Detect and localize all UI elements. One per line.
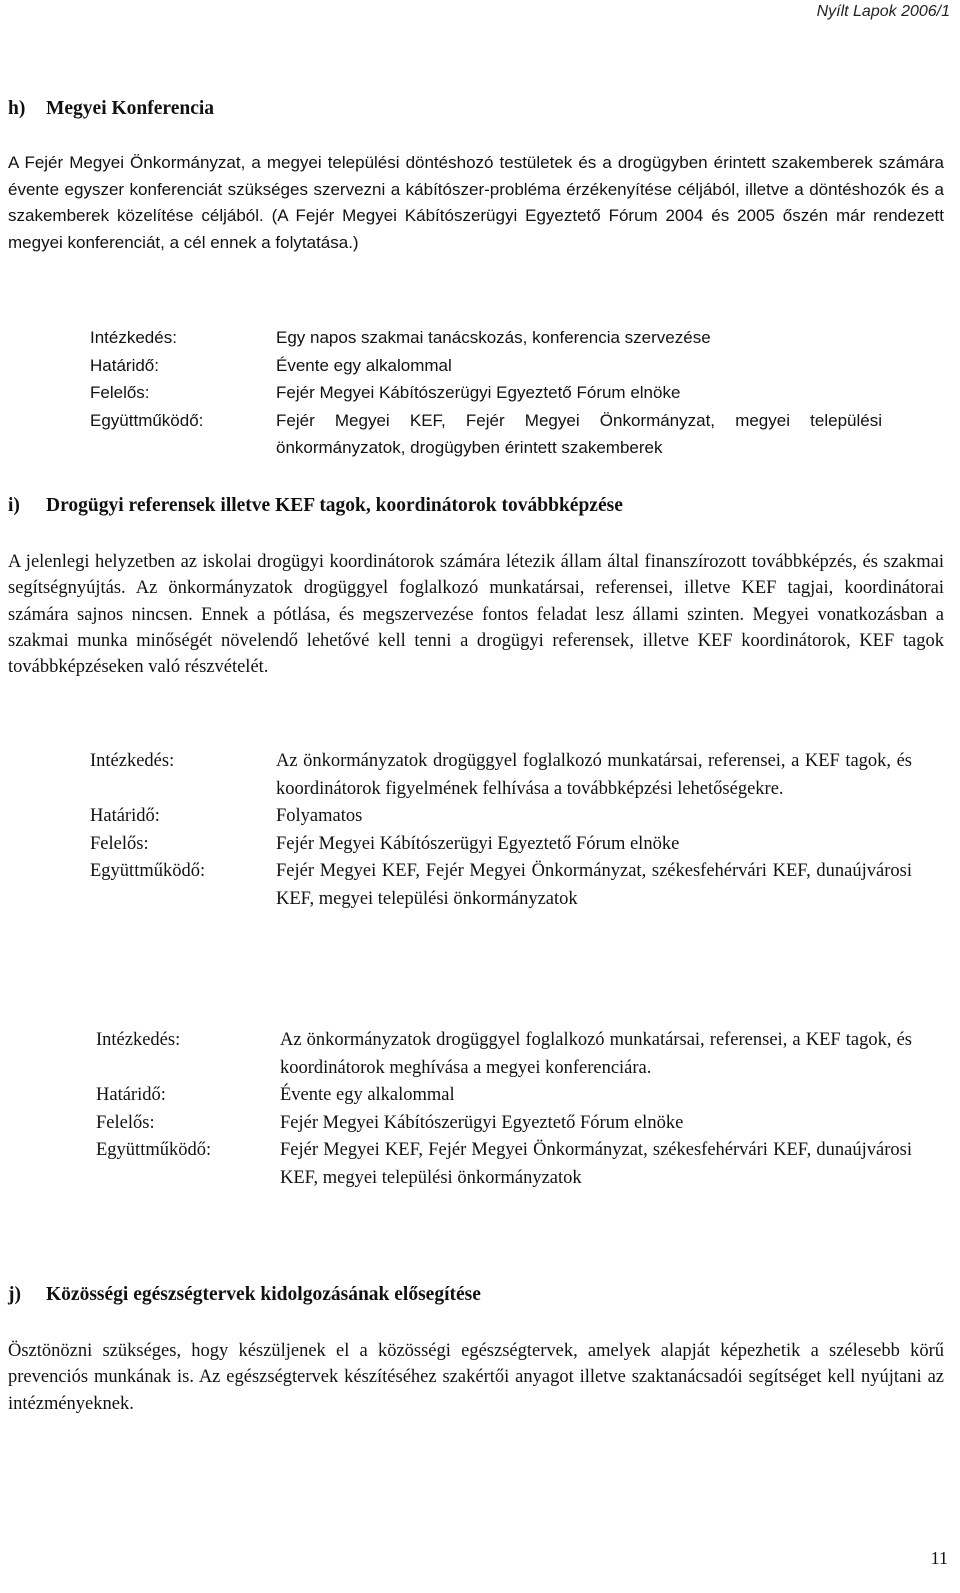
measure-value: Évente egy alkalommal: [276, 355, 452, 375]
measure-value: Évente egy alkalommal: [280, 1085, 455, 1105]
section-j-label: j): [8, 1284, 21, 1305]
section-h-title: Megyei Konferencia: [46, 98, 215, 119]
measure-label: Intézkedés:: [90, 751, 175, 771]
section-h-paragraph: A Fejér Megyei Önkormányzat, a megyei települési döntéshozó testületek és a drogügyben érintett szakemberek számára évente egyszer konferenciát szükséges szervezni a kábítószer-probléma érzékenyítése céljából, illetve a döntéshozók és a szakemberek közelítése céljából. (A Fejér Megyei Kábítószerügyi Egyeztető Fórum 2004 és 2005 őszén már rendezett megyei konferenciát, a cél ennek a folytatása.): [8, 153, 944, 252]
section-j-title: Közösségi egészségtervek kidolgozásának elősegítése: [46, 1284, 481, 1305]
measure-label: Együttműködő:: [96, 1140, 212, 1160]
measure-value: Fejér Megyei KEF, Fejér Megyei Önkormányzat, megyei települési önkormányzatok, drogügyben érintett szakemberek: [276, 410, 882, 457]
measure-row: [90, 407, 882, 462]
measure-label: Együttműködő:: [90, 410, 204, 430]
measure-row: [90, 352, 882, 380]
section-j-heading: [8, 1284, 944, 1306]
measure-label: Felelős:: [90, 383, 150, 402]
section-i-measures-a: [90, 748, 912, 913]
measure-label: Határidő:: [90, 806, 160, 826]
measure-label: Együttműködő:: [90, 861, 206, 881]
measure-value: Folyamatos: [276, 806, 363, 826]
section-i-heading: [8, 495, 944, 517]
section-i-paragraph: A jelenlegi helyzetben az iskolai drogügyi koordinátorok számára létezik állam által finanszírozott továbbképzés, és szakmai segítségnyújtás. Az önkormányzatok drogüggyel foglalkozó munkatársai, referensei, illetve KEF tagjai, koordinátorai számára sajnos nincsen. Ennek a pótlása, és megszervezése fontos feladat lesz állami szinten. Megyei vonatkozásban a szakmai munka minőségét növelendő lehetővé kell tenni a drogügyi referensek, illetve KEF koordinátorok, KEF tagok továbbképzéseken való részvételét.: [8, 552, 944, 678]
measure-row: [90, 803, 912, 831]
section-i-label: i): [8, 495, 20, 516]
section-i-title: Drogügyi referensek illetve KEF tagok, koordinátorok továbbképzése: [46, 495, 623, 516]
measure-value: Fejér Megyei Kábítószerügyi Egyeztető Fórum elnöke: [276, 833, 680, 854]
measure-label: Felelős:: [96, 1112, 155, 1133]
section-h-measures: [90, 324, 882, 462]
measure-row: [90, 324, 882, 352]
measure-value: Fejér Megyei Kábítószerügyi Egyeztető Fórum elnöke: [276, 383, 681, 402]
measure-label: Határidő:: [90, 355, 159, 375]
section-j-paragraph: Ösztönözni szükséges, hogy készüljenek el a közösségi egészségtervek, amelyek alapját képezhetik a szélesebb körű prevenciós munkának is. Az egészségtervek készítéséhez szakértői anyagot illetve szaktanácsadói segítséget kell nyújtani az intézményeknek.: [8, 1341, 944, 1414]
measure-value: Fejér Megyei KEF, Fejér Megyei Önkormányzat, székesfehérvári KEF, dunaújvárosi KEF, megyei települési önkormányzatok: [280, 1140, 912, 1188]
measure-label: Intézkedés:: [90, 328, 177, 347]
measure-row: [90, 858, 912, 913]
measure-row: [96, 1082, 912, 1110]
measure-row: [96, 1027, 912, 1082]
measure-value: Az önkormányzatok drogüggyel foglalkozó munkatársai, referensei, a KEF tagok, és koordinátorok meghívása a megyei konferenciára.: [280, 1030, 912, 1078]
measure-label: Felelős:: [90, 833, 149, 854]
measure-value: Fejér Megyei KEF, Fejér Megyei Önkormányzat, székesfehérvári KEF, dunaújvárosi KEF, megyei települési önkormányzatok: [276, 861, 912, 909]
measure-row: [90, 831, 912, 859]
measure-label: Határidő:: [96, 1085, 166, 1105]
measure-row: [90, 379, 882, 407]
measure-value: Az önkormányzatok drogüggyel foglalkozó munkatársai, referensei, a KEF tagok, és koordinátorok figyelmének felhívása a továbbképzési lehetőségekre.: [276, 751, 912, 799]
page-number: 11: [930, 1548, 948, 1568]
section-i-measures-b: [96, 1027, 912, 1192]
section-h-label: h): [8, 98, 26, 119]
measure-value: Egy napos szakmai tanácskozás, konferencia szervezése: [276, 328, 711, 347]
measure-label: Intézkedés:: [96, 1030, 181, 1050]
measure-row: [96, 1137, 912, 1192]
measure-row: [96, 1110, 912, 1138]
measure-row: [90, 748, 912, 803]
running-header: Nyílt Lapok 2006/1: [816, 3, 950, 20]
section-h-heading: [8, 98, 944, 120]
measure-value: Fejér Megyei Kábítószerügyi Egyeztető Fórum elnöke: [280, 1112, 684, 1133]
